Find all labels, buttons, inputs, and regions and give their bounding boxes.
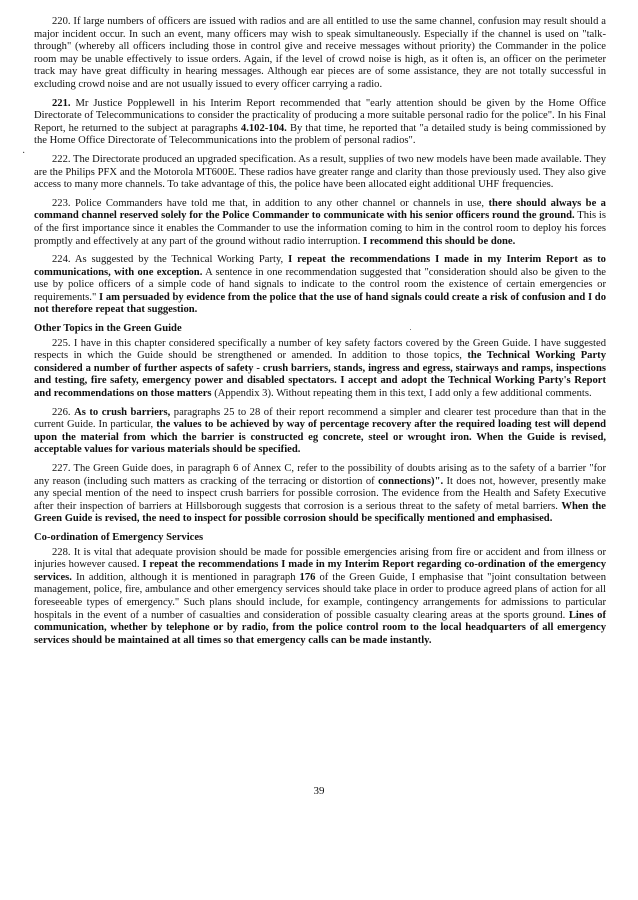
paragraph-text: Mr Justice Popplewell in his Interim Report recommended that "early attention should be given by the Home Office Directorate of Telecommunications to consider the practicality of producing a more suitable personal radio for the police". In his Final Report, he returned to the subject at paragraphs — [34, 97, 606, 134]
paragraph-text: It is vital that adequate provision should be made for possible emergencies arising from fire or accident and from illness or injuries however caused. — [34, 546, 606, 571]
paragraph-227 — [34, 463, 606, 526]
paragraph-222 — [34, 154, 606, 192]
paragraph-number: 220. — [52, 16, 71, 27]
paragraph-text: If large numbers of officers are issued with radios and are all entitled to use the same channel, confusion may result should a major incident occur. In such an event, many officers may wish to speak simultaneously. Especially if the channel is used on "talk-through" (whereby all officers including those in control give and receive messages without priority) the Commander in the police room may be unable effectively to issue orders. Again, if the level of crowd noise is high, as it often is, an officer on the perimeter track may have great difficulty in hearing messages. Although ear pieces are of some assistance, they are not totally successful in excluding crowd noise and are not usually issued to every officer carrying a radio. — [34, 16, 606, 90]
paragraph-number: 221. — [52, 97, 71, 109]
paragraph-225 — [34, 338, 606, 401]
paragraph-text: The Directorate produced an upgraded specification. As a result, supplies of two new models have been made available. They are the Philips PFX and the Motorola MT600E. These radios have greater range and clarity than those previously used. They also give access to many more channels. To take advantage of this, the police have been allocated eight additional UHF frequencies. — [34, 153, 606, 191]
paragraph-text: A sentence in one recommendation suggested that "consideration should also be given to the use by police officers of a simple code of hand signals to indicate to the control room the existence of certain emergencies or requirements." — [34, 266, 606, 303]
paragraph-number: 224. — [52, 254, 71, 266]
margin-dot: · — [22, 148, 26, 159]
document-page — [34, 16, 606, 649]
paragraph-221 — [34, 98, 606, 148]
section-heading-emergency-services: Co-ordination of Emergency Services — [34, 531, 204, 543]
recommendation-text: there should always be a command channel reserved solely for the Police Commander to communicate with his senior officers round the ground. — [34, 197, 606, 222]
recommendation-text: I repeat the recommendations I made in my Interim Report regarding co-ordination of the emergency services. — [34, 559, 606, 583]
paragraph-226 — [34, 407, 606, 457]
section-heading-green-guide: Other Topics in the Green Guide — [34, 323, 182, 335]
topic-label: As to crush barriers, — [74, 406, 171, 418]
paragraph-number: 223. — [52, 197, 71, 209]
paragraph-number: 227. — [52, 463, 71, 474]
recommendation-text: I recommend this should be done. — [363, 235, 516, 247]
paragraph-reference: 4.102-104. — [240, 122, 287, 134]
recommendation-text: Lines of communication, whether by telephone or by radio, from the police control room to the local headquarters of all emergency services should be maintained at all times so that emergency calls can be made instantly. — [34, 609, 606, 646]
quoted-text: connections)". — [378, 475, 444, 487]
paragraph-220 — [34, 16, 606, 92]
paragraph-reference: 176 — [299, 571, 316, 583]
paragraph-text: This is of the first importance since it enables the Commander to use the information coming to him in the control room to deploy his forces promptly and effectively at any part of the ground without radio interruption. — [34, 210, 606, 247]
paragraph-text: I have in this chapter considered specifically a number of key safety factors covered by the Green Guide. I have suggested respects in which the Guide should be strengthened or amended. In addition to those topics, — [34, 337, 606, 362]
paragraph-number: 228. — [52, 546, 71, 558]
paragraph-224 — [34, 254, 606, 317]
paragraph-text: The Green Guide does, in paragraph 6 of Annex C, refer to the possibility of doubts arising as to the safety of a barrier "for any reason (including such matters as cracking of the terracing or distortion of — [34, 463, 606, 487]
paragraph-text: It does not, however, presently make any special mention of the need to inspect crush barriers for possible corrosion. The evidence from the Health and Safety Executive after their inspection of barriers at Hillsborough suggests that corrosion is a serious threat to the safety of metal barriers. — [34, 475, 606, 512]
recommendation-text: the values to be achieved by way of percentage recovery after the required loading test will depend upon the material from which the barrier is constructed eg concrete, steel or wrought iron. When the Guide is revised, acceptable values for various materials should be specified. — [34, 419, 606, 456]
paragraph-text: By that time, he reported that "a detailed study is being commissioned by the Home Office Directorate of Telecommunications into the problem of personal radios". — [34, 122, 606, 147]
page-number: 39 — [313, 785, 325, 797]
paragraph-text: In addition, although it is mentioned in paragraph — [75, 571, 296, 583]
paragraph-text: of the Green Guide, I emphasise that "joint consultation between management, police, fire, ambulance and other emergency services should take place in order to produce agreed plans of action for all foreseeable types of emergency." Such plans should include, for example, contingency arrangements for admissions to particular hospitals in the event of a number of casualties and consideration of possible casualty clearing areas at the sports ground. — [34, 571, 607, 621]
paragraph-text: Police Commanders have told me that, in addition to any other channel or channels in use, — [74, 197, 485, 209]
paragraph-text: (Appendix 3). Without repeating them in this text, I add only a few additional comments. — [214, 388, 592, 400]
paragraph-number: 222. — [52, 153, 71, 165]
paragraph-number: 225. — [52, 337, 71, 349]
recommendation-text: I repeat the recommendations I made in my Interim Report as to communications, with one exception. — [34, 254, 606, 278]
paragraph-223 — [34, 198, 606, 248]
paragraph-text: paragraphs 25 to 28 of their report recommend a simpler and clearer test procedure than that in the current Guide. In particular, — [34, 406, 606, 431]
paragraph-text: As suggested by the Technical Working Party, — [74, 254, 284, 266]
recommendation-text: I am persuaded by evidence from the police that the use of hand signals could create a risk of confusion and I do not therefore repeat that suggestion. — [34, 291, 606, 316]
paragraph-number: 226. — [52, 406, 71, 418]
recommendation-text: When the Green Guide is revised, the need to inspect for possible corrosion should be specifically mentioned and emphasised. — [34, 500, 606, 525]
recommendation-text: the Technical Working Party considered a number of further aspects of safety - crush barriers, stands, ingress and egress, stairways and ramps, inspections and testing, fire safety, emergency power and disabled spectators. I accept and adopt the Technical Working Party's Report and recommendations on those matters — [34, 350, 606, 400]
paragraph-228 — [34, 547, 606, 648]
